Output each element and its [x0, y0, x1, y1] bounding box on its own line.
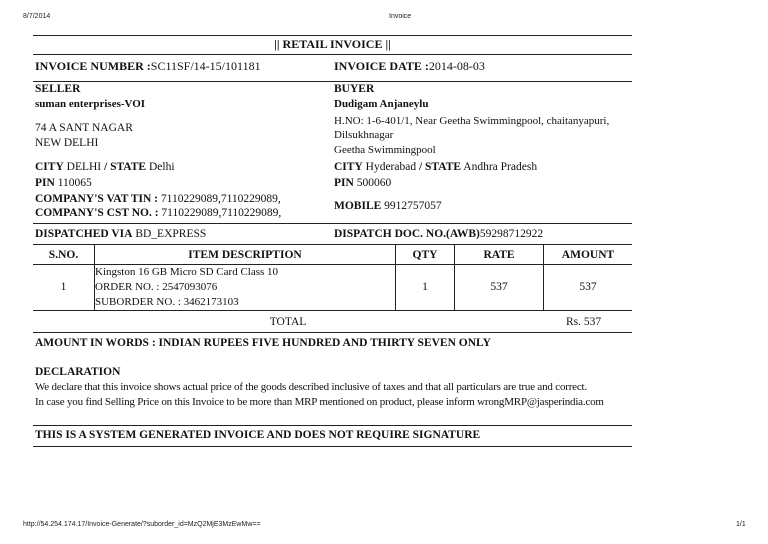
- declaration-line1: We declare that this invoice shows actual price of the goods described inclusive of taxes and that all particulars are true and correct.: [35, 381, 587, 393]
- divider: [33, 223, 632, 224]
- invoice-title: || RETAIL INVOICE ||: [274, 37, 391, 51]
- divider: [33, 35, 632, 36]
- buyer-state-value: Andhra Pradesh: [463, 161, 538, 173]
- buyer-city-label: CITY: [334, 161, 363, 173]
- dispatched-via-row: [35, 227, 206, 241]
- buyer-name: Dudigam Anjaneylu: [334, 98, 429, 110]
- buyer-mobile-row: [334, 199, 442, 213]
- invoice-date-row: [334, 59, 485, 73]
- seller-address-line2: NEW DELHI: [35, 137, 99, 149]
- buyer-pin-row: [334, 176, 391, 190]
- seller-city-row: [35, 160, 175, 174]
- buyer-address-line3: Geetha Swimmingpool: [334, 144, 436, 156]
- total-value: Rs. 537: [566, 316, 602, 328]
- buyer-pin-value: 500060: [356, 177, 392, 189]
- total-label: TOTAL: [269, 316, 307, 328]
- row-sno: 1: [60, 281, 67, 293]
- buyer-address-line1: H.NO: 1-6-401/1, Near Geetha Swimmingpool, chaitanyapuri,: [334, 115, 610, 127]
- row-rate: 537: [490, 281, 508, 293]
- divider: [33, 310, 632, 311]
- divider: [33, 446, 632, 447]
- dispatch-doc-label: DISPATCH DOC. NO.(AWB): [334, 228, 480, 240]
- divider: [33, 81, 632, 82]
- divider: [33, 425, 632, 426]
- buyer-city-value: Hyderabad: [365, 161, 417, 173]
- invoice-date-value: 2014-08-03: [428, 59, 485, 73]
- dispatch-doc-row: [334, 227, 543, 241]
- divider: [33, 54, 632, 55]
- seller-cst-label: COMPANY'S CST NO. :: [35, 207, 159, 219]
- column-header-description: ITEM DESCRIPTION: [188, 249, 302, 261]
- divider: [33, 332, 632, 333]
- seller-vat-value: 7110229089,7110229089,: [160, 193, 281, 205]
- invoice-number-label: INVOICE NUMBER :: [35, 59, 151, 73]
- system-generated-note: THIS IS A SYSTEM GENERATED INVOICE AND DOES NOT REQUIRE SIGNATURE: [35, 429, 481, 441]
- seller-vat-label: COMPANY'S VAT TIN :: [35, 193, 159, 205]
- seller-city-value: DELHI: [66, 161, 102, 173]
- seller-city-label: CITY: [35, 161, 64, 173]
- declaration-heading: DECLARATION: [35, 366, 121, 378]
- seller-address-line1: 74 A SANT NAGAR: [35, 122, 133, 134]
- buyer-mobile-value: 9912757057: [384, 200, 442, 212]
- buyer-pin-label: PIN: [334, 177, 354, 189]
- invoice-date-label: INVOICE DATE :: [334, 59, 429, 73]
- seller-name: suman enterprises-VOI: [35, 98, 146, 110]
- print-title: Invoice: [389, 13, 412, 20]
- row-order-number: ORDER NO. : 2547093076: [95, 281, 218, 293]
- column-header-amount: AMOUNT: [561, 249, 615, 261]
- amount-in-words: AMOUNT IN WORDS : INDIAN RUPEES FIVE HUNDRED AND THIRTY SEVEN ONLY: [35, 337, 491, 349]
- column-header-qty: QTY: [412, 249, 438, 261]
- dispatched-via-value: BD_EXPRESS: [135, 228, 207, 240]
- buyer-address-line2: Dilsukhnagar: [334, 129, 394, 141]
- buyer-mobile-label: MOBILE: [334, 200, 382, 212]
- buyer-state-label: / STATE: [418, 161, 462, 173]
- print-page-number: 1/1: [736, 521, 746, 528]
- seller-heading: SELLER: [35, 83, 81, 95]
- column-header-sno: S.NO.: [48, 249, 79, 261]
- invoice-number-value: SC11SF/14-15/101181: [150, 59, 261, 73]
- row-qty: 1: [422, 281, 428, 293]
- seller-cst-row: [35, 206, 281, 220]
- seller-vat-row: [35, 192, 281, 206]
- seller-state-label: / STATE: [104, 161, 147, 173]
- buyer-city-row: [334, 160, 537, 174]
- seller-pin-label: PIN: [35, 177, 55, 189]
- seller-state-value: Delhi: [148, 161, 175, 173]
- print-url: http://54.254.174.17/Invoice-Generate/?suborder_id=MzQ2MjE3MzEwMw==: [23, 521, 261, 528]
- row-amount: 537: [579, 281, 597, 293]
- print-date: 8/7/2014: [23, 13, 51, 20]
- seller-cst-value: 7110229089,7110229089,: [161, 207, 282, 219]
- seller-pin-row: [35, 176, 92, 190]
- row-suborder-number: SUBORDER NO. : 3462173103: [95, 296, 239, 308]
- declaration-line2: In case you find Selling Price on this Invoice to be more than MRP mentioned on product, please inform wrongMRP@jasperindia.com: [35, 396, 604, 408]
- dispatch-doc-value: 59298712922: [479, 228, 544, 240]
- dispatched-via-label: DISPATCHED VIA: [35, 228, 133, 240]
- invoice-number-row: [35, 59, 261, 73]
- buyer-heading: BUYER: [334, 83, 375, 95]
- seller-pin-value: 110065: [57, 177, 92, 189]
- row-item-description: Kingston 16 GB Micro SD Card Class 10: [95, 266, 279, 278]
- column-header-rate: RATE: [483, 249, 515, 261]
